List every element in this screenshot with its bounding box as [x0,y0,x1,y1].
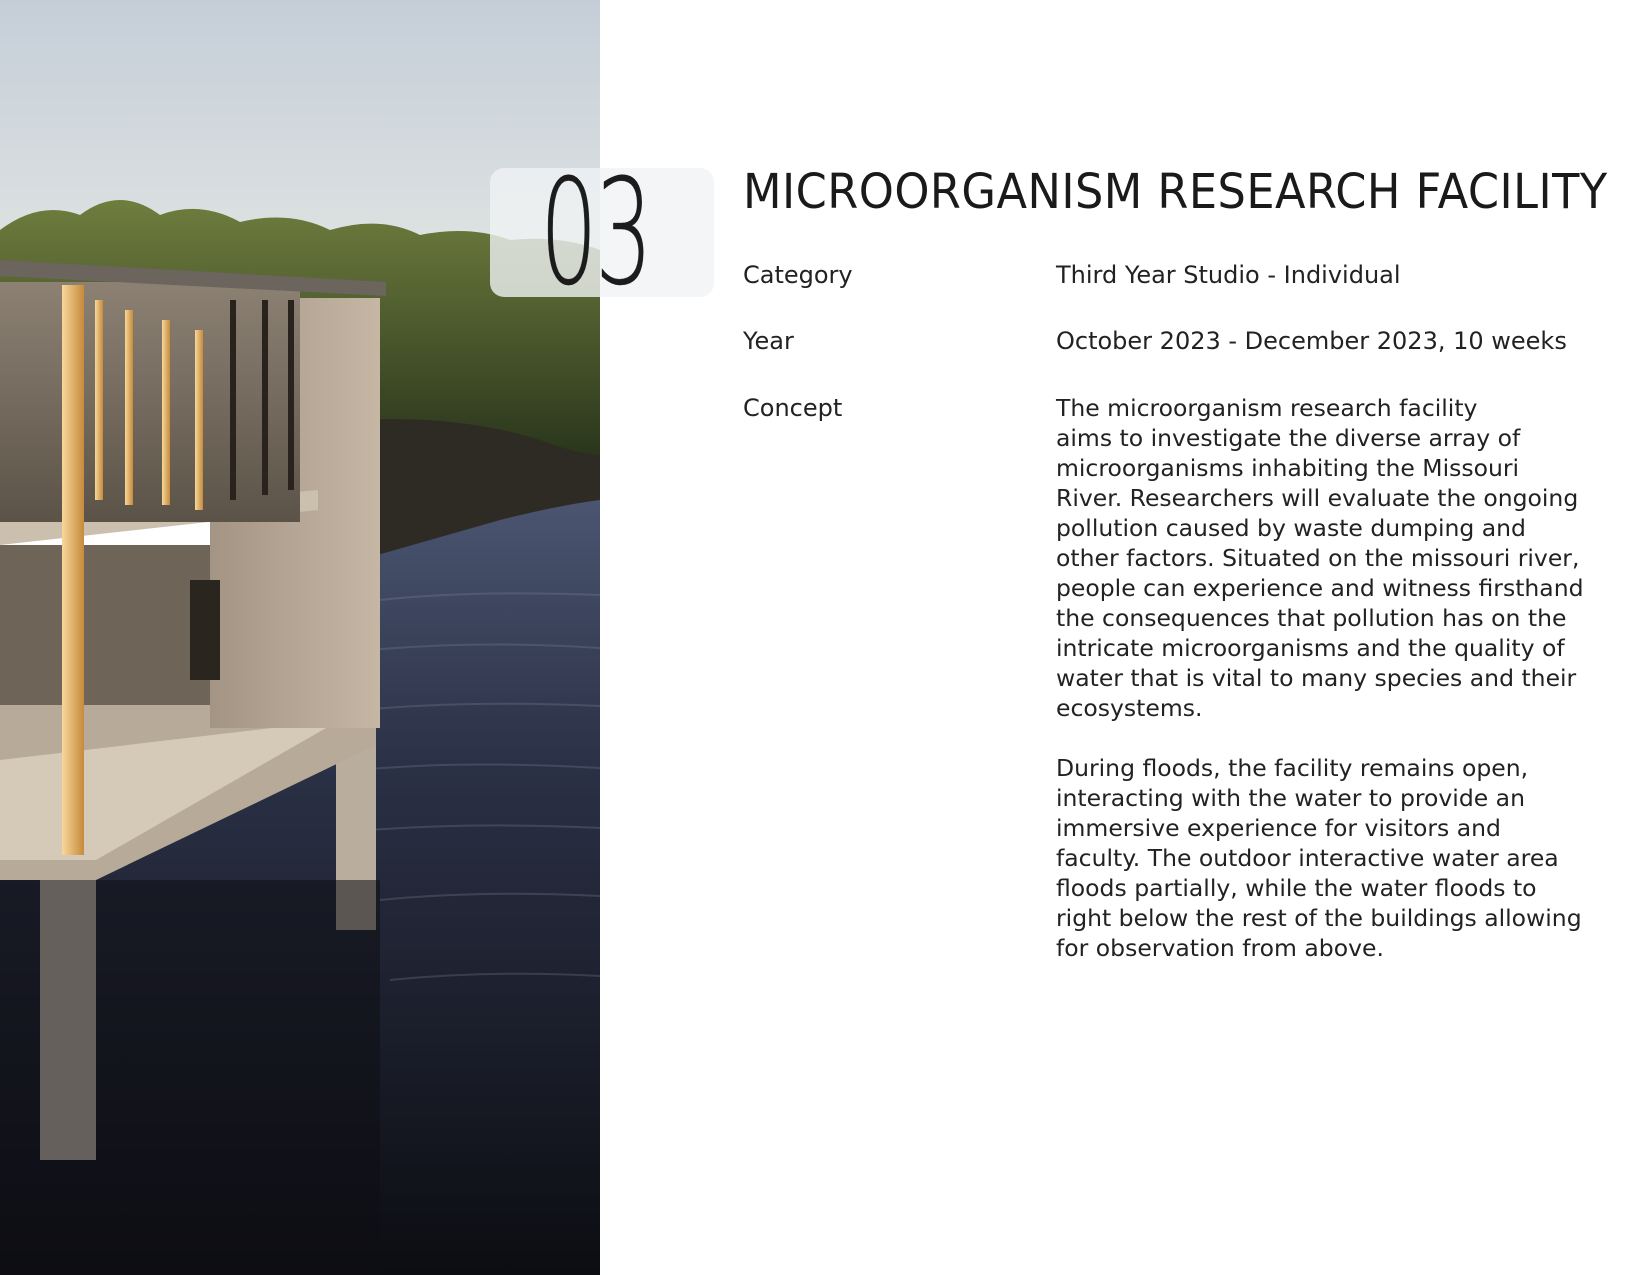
year-label: Year [743,327,794,355]
concept-line: for observation from above. [1056,934,1384,962]
category-value: Third Year Studio - Individual [1056,261,1401,289]
concept-line: floods partially, while the water floods to [1056,874,1537,902]
concept-line: microorganisms inhabiting the Missouri [1056,454,1520,482]
concept-line: faculty. The outdoor interactive water area [1056,844,1559,872]
concept-label: Concept [743,394,843,422]
concept-line: The microorganism research facility [1056,394,1478,422]
concept-line: intricate microorganisms and the quality of [1056,634,1565,662]
concept-line: pollution caused by waste dumping and [1056,514,1526,542]
concept-line: water that is vital to many species and their [1056,664,1577,692]
category-label: Category [743,261,853,289]
concept-line: immersive experience for visitors and [1056,814,1501,842]
page-title: MICROORGANISM RESEARCH FACILITY [743,164,1608,220]
concept-line: the consequences that pollution has on the [1056,604,1567,632]
concept-line: other factors. Situated on the missouri river, [1056,544,1580,572]
concept-paragraph-1 [1056,393,1584,723]
concept-line: people can experience and witness firsthand [1056,574,1584,602]
concept-line: River. Researchers will evaluate the ongoing [1056,484,1579,512]
concept-line: ecosystems. [1056,694,1203,722]
concept-line: During floods, the facility remains open, [1056,754,1529,782]
concept-line: right below the rest of the buildings allowing [1056,904,1582,932]
section-number: 03 [540,148,651,318]
concept-paragraph-2 [1056,753,1582,963]
concept-line: aims to investigate the diverse array of [1056,424,1521,452]
year-value: October 2023 - December 2023, 10 weeks [1056,327,1567,355]
concept-line: interacting with the water to provide an [1056,784,1525,812]
